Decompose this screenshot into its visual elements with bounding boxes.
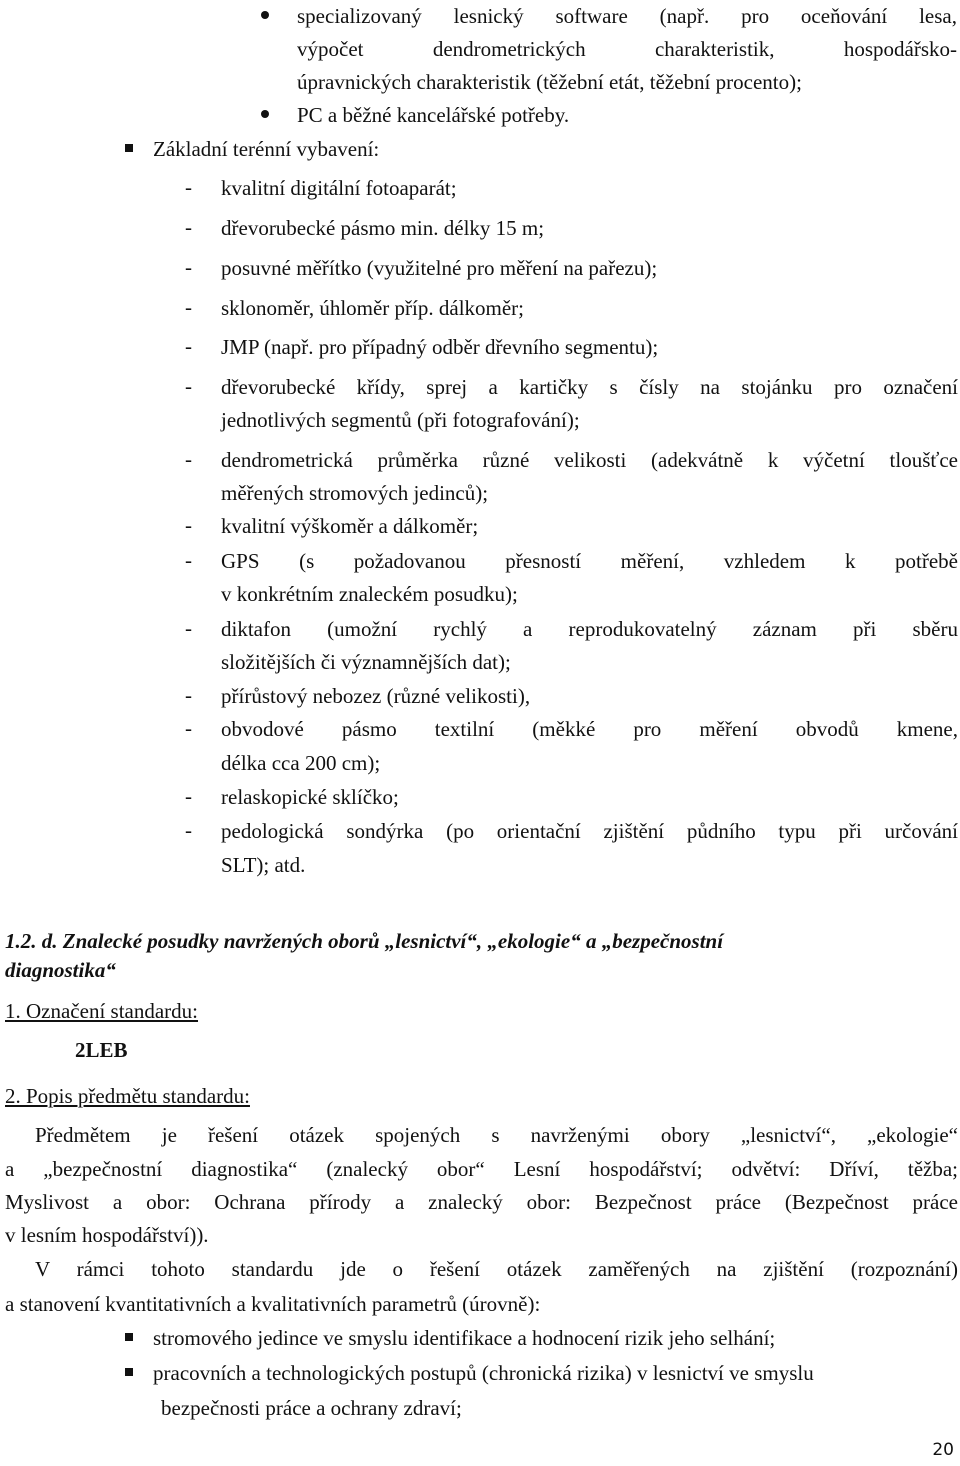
list-line: kvalitní digitální fotoaparát; [221,176,457,200]
list-line: pedologická sondýrka (po orientační zjištění půdního typu při určování [221,819,958,843]
list-line: specializovaný lesnický software (např. pro oceňování lesa, [297,4,957,28]
standard-code: 2LEB [75,1038,128,1062]
list-line: GPS (s požadovanou přesností měření, vzhledem k potřebě [221,549,958,573]
dash-marker: - [185,683,192,707]
list-line: v konkrétním znaleckém posudku); [221,582,518,606]
list-line: bezpečnosti práce a ochrany zdraví; [161,1396,462,1420]
standard-label: 1. Označení standardu: [5,999,199,1023]
paragraph-line: Myslivost a obor: Ochrana přírody a znalecký obor: Bezpečnost práce (Bezpečnost práce [5,1190,958,1214]
list-line: jednotlivých segmentů (při fotografování); [221,408,580,432]
list-line: pracovních a technologických postupů (chronická rizika) v lesnictví ve smyslu [153,1361,814,1385]
list-line: výpočet dendrometrických charakteristik, hospodářsko- [297,37,957,61]
page-number: 20 [932,1440,954,1460]
list-line: úpravnických charakteristik (těžební etát, těžební procento); [297,70,802,94]
list-line: délka cca 200 cm); [221,751,381,775]
dash-marker: - [185,215,192,239]
dash-marker: - [185,818,192,842]
paragraph-line: a stanovení kvantitativních a kvalitativních parametrů (úrovně): [5,1292,541,1316]
list-line: kvalitní výškoměr a dálkoměr; [221,514,479,538]
paragraph-line: a „bezpečnostní diagnostika“ (znalecký obor“ Lesní hospodářství; odvětví: Dříví, těžba; [5,1157,958,1181]
paragraph-line: v lesním hospodářství)). [5,1223,209,1247]
dash-marker: - [185,616,192,640]
list-line: relaskopické sklíčko; [221,785,399,809]
dash-marker: - [185,175,192,199]
list-line: složitějších či významnějších dat); [221,650,511,674]
chapter-heading-cont: diagnostika“ [5,958,116,982]
list-line: dřevorubecké pásmo min. délky 15 m; [221,216,545,240]
dash-marker: - [185,784,192,808]
list-line: JMP (např. pro případný odběr dřevního segmentu); [221,335,659,359]
paragraph-line: Předmětem je řešení otázek spojených s navrženými obory „lesnictví“, „ekologie“ [35,1123,958,1147]
dash-marker: - [185,334,192,358]
square-bullet-icon [125,1368,133,1376]
paragraph-line: V rámci tohoto standardu jde o řešení otázek zaměřených na zjištění (rozpoznání) [35,1257,958,1281]
bullet-icon [261,110,269,118]
section-heading: Základní terénní vybavení: [153,137,380,161]
dash-marker: - [185,374,192,398]
dash-marker: - [185,295,192,319]
list-line: obvodové pásmo textilní (měkké pro měření obvodů kmene, [221,717,958,741]
bullet-icon [261,11,269,19]
list-line: posuvné měřítko (využitelné pro měření na pařezu); [221,256,658,280]
dash-marker: - [185,255,192,279]
dash-marker: - [185,716,192,740]
square-bullet-icon [125,144,133,152]
dash-marker: - [185,548,192,572]
square-bullet-icon [125,1333,133,1341]
list-line: diktafon (umožní rychlý a reprodukovatelný záznam při sběru [221,617,958,641]
list-line: sklonoměr, úhloměr příp. dálkoměr; [221,296,525,320]
chapter-heading: 1.2. d. Znalecké posudky navržených oborů „lesnictví“, „ekologie“ a „bezpečnostní [5,929,724,953]
list-line: stromového jedince ve smyslu identifikace a hodnocení rizik jeho selhání; [153,1326,776,1350]
list-line: PC a běžné kancelářské potřeby. [297,103,570,127]
list-line: měřených stromových jedinců); [221,481,489,505]
dash-marker: - [185,513,192,537]
dash-marker: - [185,447,192,471]
list-line: SLT); atd. [221,853,306,877]
list-line: dřevorubecké křídy, sprej a kartičky s čísly na stojánku pro označení [221,375,958,399]
list-line: dendrometrická průměrka různé velikosti (adekvátně k výčetní tloušťce [221,448,958,472]
subject-label: 2. Popis předmětu standardu: [5,1084,250,1108]
list-line: přírůstový nebozez (různé velikosti), [221,684,531,708]
